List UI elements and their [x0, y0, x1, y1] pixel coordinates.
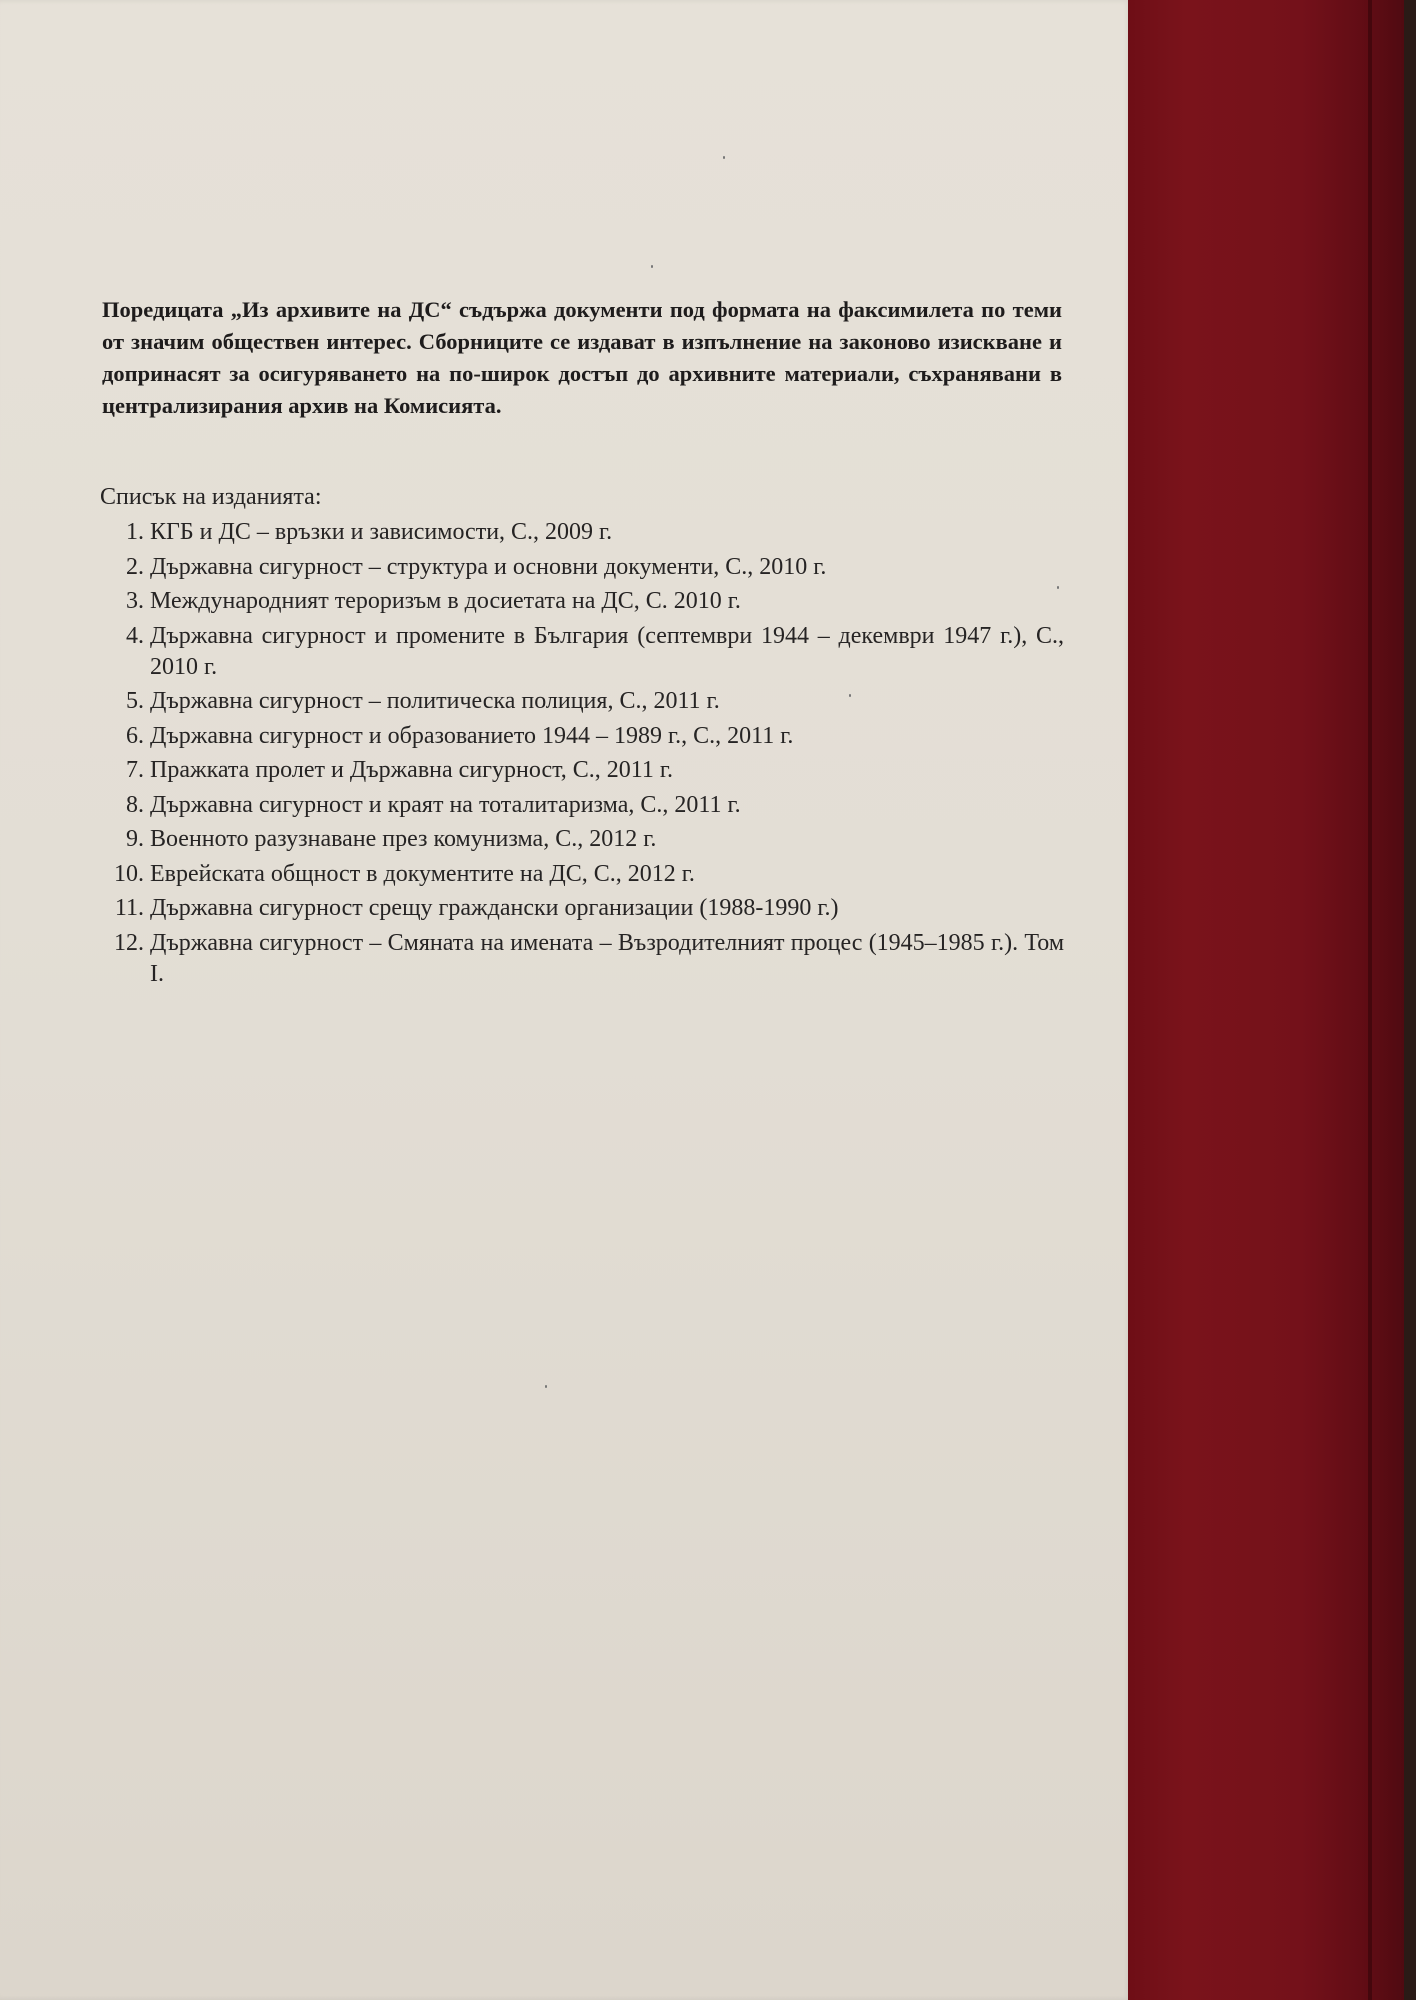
publication-item — [100, 928, 1064, 990]
publication-item — [100, 686, 1064, 717]
publication-item — [100, 790, 1064, 821]
publication-item — [100, 552, 1064, 583]
publication-title: Държавна сигурност и образованието 1944 – 1989 г., С., 2011 г. — [150, 722, 794, 749]
publication-number: 4. — [126, 622, 144, 649]
publication-title: Държавна сигурност – политическа полиция, С., 2011 г. — [150, 688, 720, 714]
publication-number: 5. — [126, 688, 144, 714]
paper-speck — [723, 156, 725, 159]
publications-list — [100, 517, 1064, 990]
paper-speck — [545, 1385, 547, 1388]
publication-number: 6. — [126, 722, 144, 749]
publication-number: 9. — [126, 826, 144, 852]
publication-title: Държавна сигурност – структура и основни документи, С., 2010 г. — [150, 553, 827, 580]
publications-heading: Списък на изданията: — [100, 484, 322, 510]
publication-number: 12. — [114, 929, 144, 956]
book-spine — [1128, 0, 1416, 2000]
publication-item — [100, 721, 1064, 752]
publication-number: 1. — [126, 519, 144, 545]
publication-number: 10. — [114, 860, 144, 887]
publication-item — [100, 893, 1064, 924]
publication-number: 11. — [114, 895, 144, 921]
publication-number: 3. — [126, 588, 144, 614]
publication-number: 2. — [126, 553, 144, 580]
publication-title: Държавна сигурност срещу граждански организации (1988-1990 г.) — [150, 895, 839, 921]
publication-title: Еврейската общност в документите на ДС, С., 2012 г. — [150, 860, 695, 887]
publications-section — [100, 481, 1064, 993]
publication-title: Държавна сигурност и промените в България (септември 1944 – декември 1947 г.), С., 2010 г. — [150, 622, 1064, 680]
paper-speck — [651, 265, 653, 268]
publication-title: КГБ и ДС – връзки и зависимости, С., 2009 г. — [150, 519, 613, 545]
spine-fold — [1368, 0, 1372, 2000]
publication-item — [100, 859, 1064, 890]
publication-title: Международният тероризъм в досиетата на ДС, С. 2010 г. — [150, 588, 741, 614]
publication-item — [100, 621, 1064, 683]
paper-speck — [1057, 586, 1059, 589]
publication-title: Пражката пролет и Държавна сигурност, С., 2011 г. — [150, 757, 674, 783]
paper-speck — [849, 694, 851, 697]
publication-item — [100, 586, 1064, 617]
publication-title: Държавна сигурност и краят на тоталитаризма, С., 2011 г. — [150, 791, 741, 818]
series-description: Поредицата „Из архивите на ДС“ съдържа документи под формата на факсимилета по теми от значим обществен интерес. Сборниците се издават в изпълнение на законово изискване и допринасят за осигуряването на по-широк достъп до архивните материали, съхранявани в централизирания архив на Комисията. — [102, 296, 1062, 418]
publication-number: 8. — [126, 791, 144, 818]
publication-title: Военното разузнаване през комунизма, С., 2012 г. — [150, 826, 657, 852]
publication-number: 7. — [126, 757, 144, 783]
page-edge — [1404, 0, 1416, 2000]
publication-title: Държавна сигурност – Смяната на имената – Възродителният процес (1945–1985 г.). Том I. — [150, 929, 1064, 987]
publication-item — [100, 824, 1064, 855]
publication-item — [100, 517, 1064, 548]
publication-item — [100, 755, 1064, 786]
